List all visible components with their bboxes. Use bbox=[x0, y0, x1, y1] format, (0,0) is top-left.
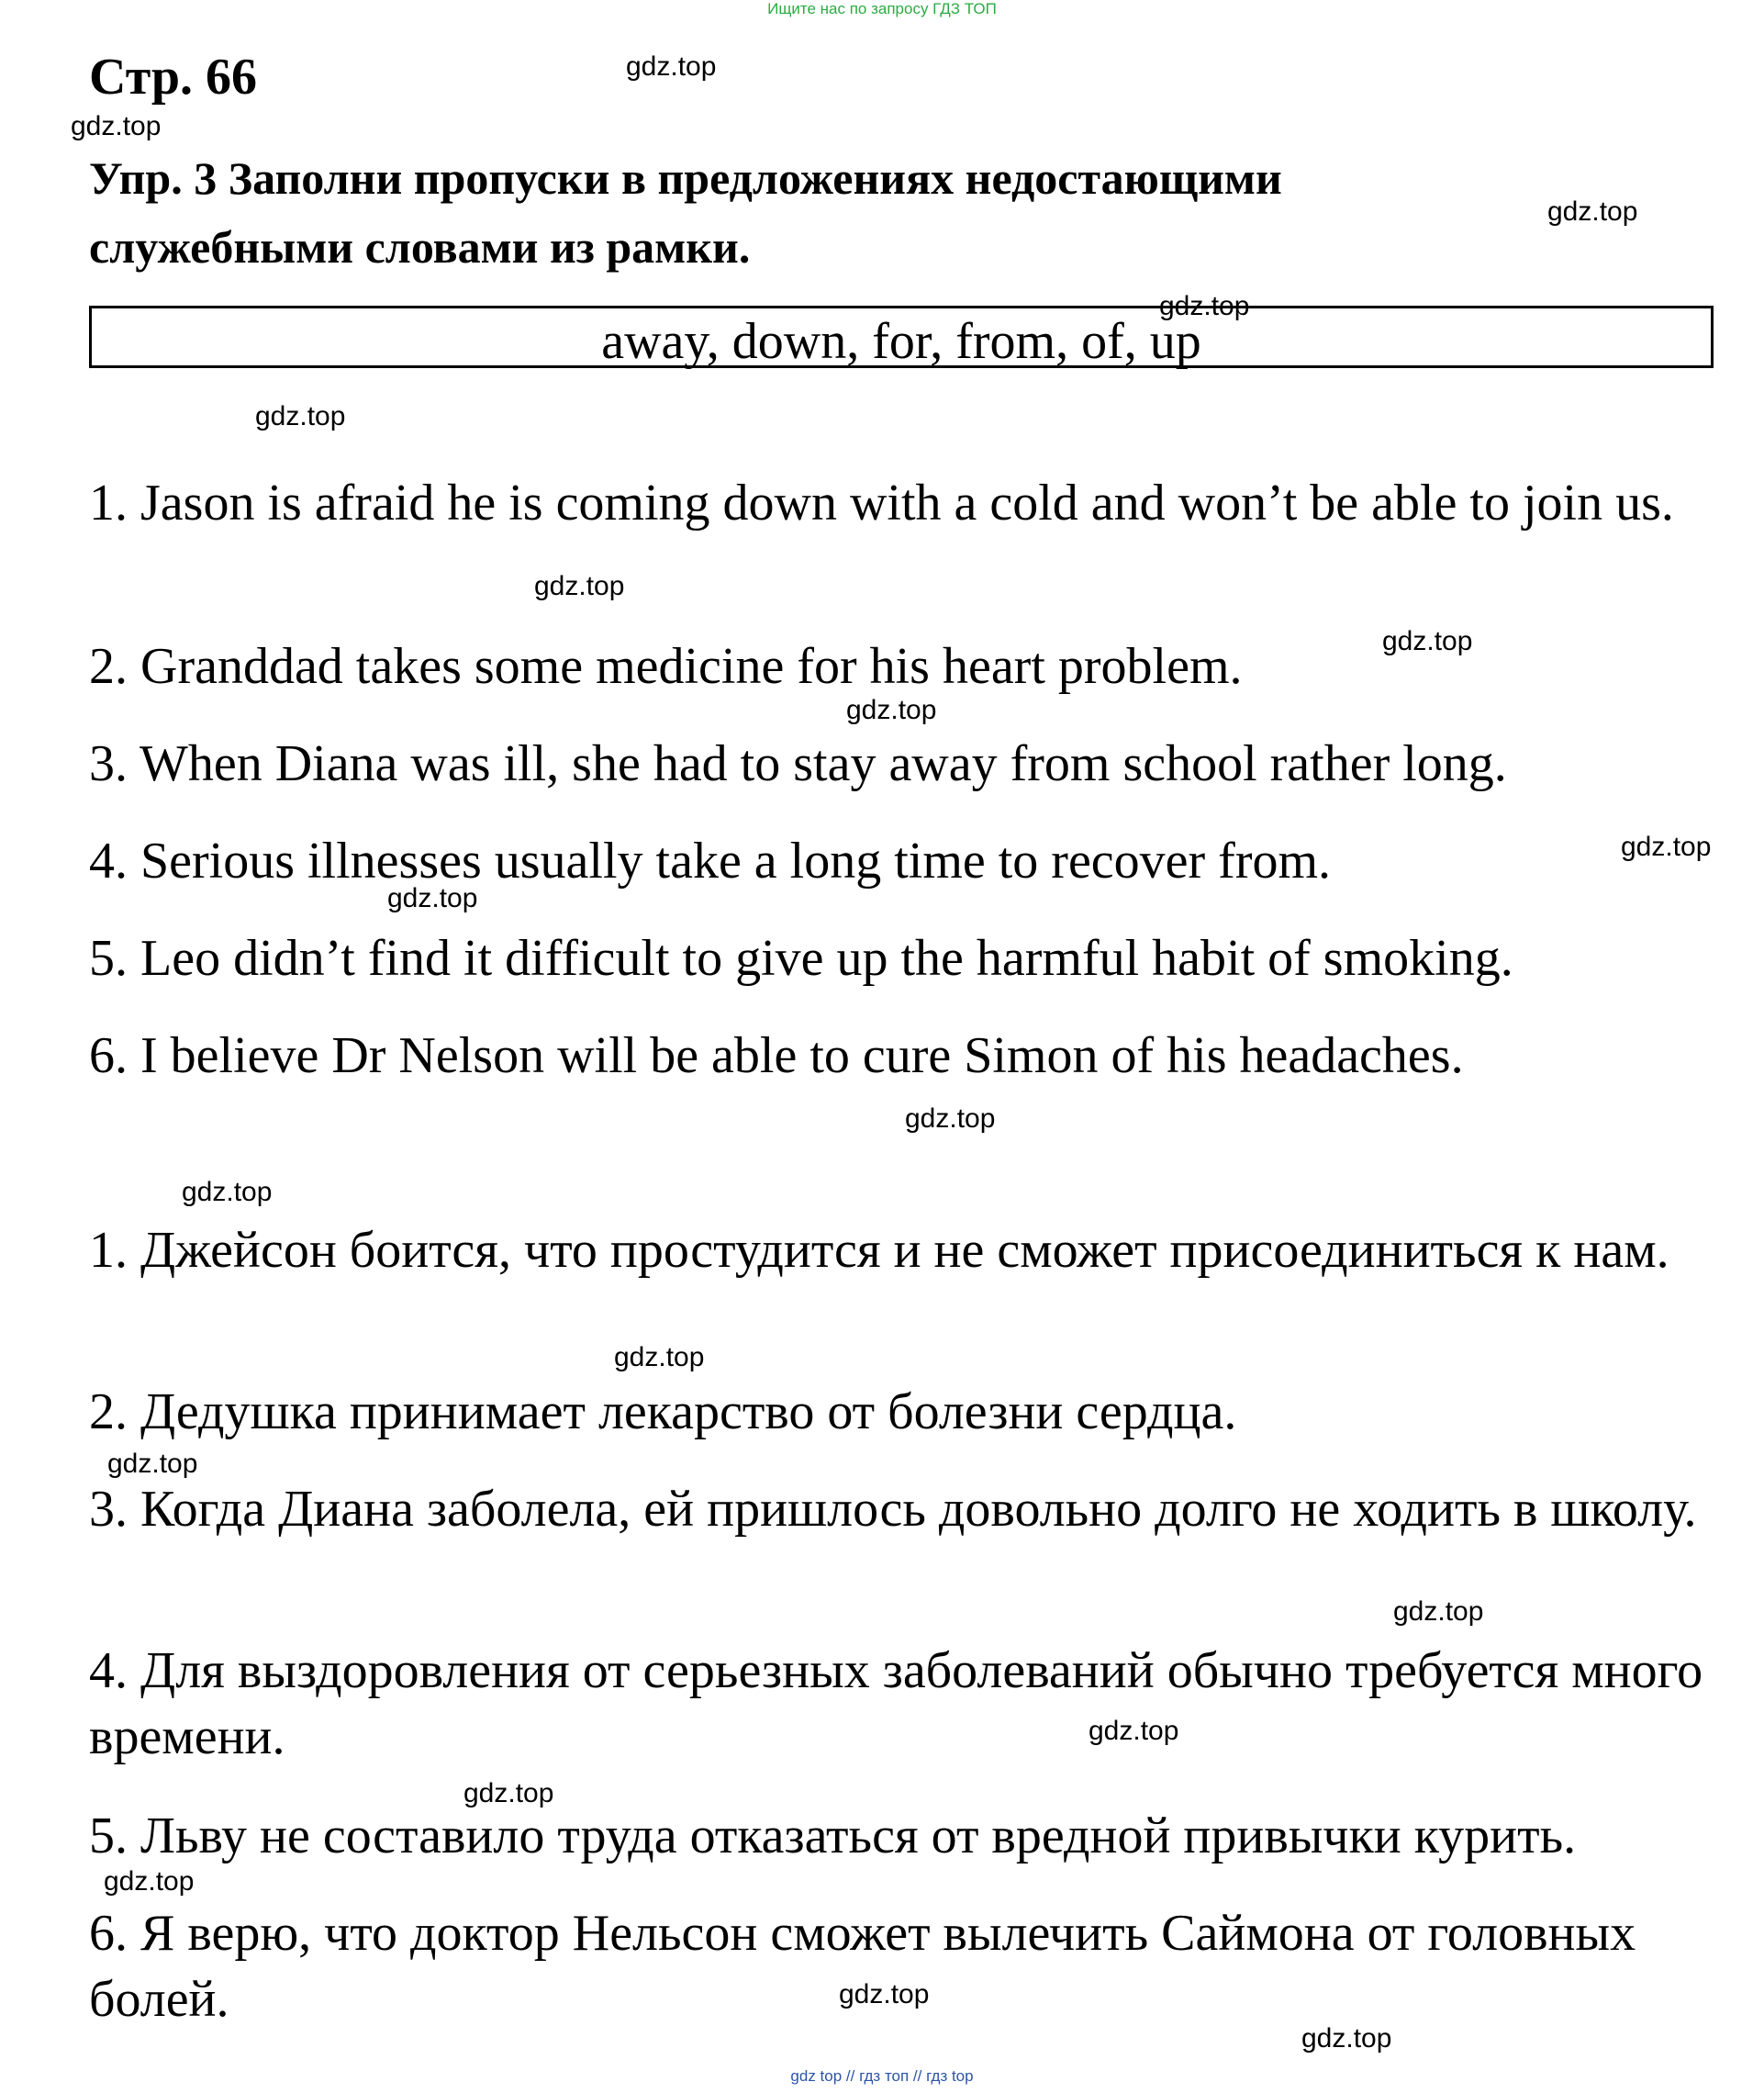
watermark: gdz.top bbox=[463, 1778, 554, 1808]
watermark: gdz.top bbox=[905, 1103, 996, 1134]
russian-sentence-3: 3. Когда Диана заболела, ей пришлось довольно долго не ходить в школу. bbox=[89, 1481, 1697, 1538]
watermark: gdz.top bbox=[626, 51, 717, 82]
page-title: Стр. 66 bbox=[89, 49, 258, 106]
watermark: gdz.top bbox=[1393, 1596, 1484, 1627]
watermark: gdz.top bbox=[1301, 2023, 1392, 2054]
russian-sentence-1: 1. Джейсон боится, что простудится и не сможет присоединиться к нам. bbox=[89, 1222, 1669, 1279]
watermark: gdz.top bbox=[614, 1342, 705, 1372]
watermark: gdz.top bbox=[1547, 196, 1638, 227]
english-sentence-6: 6. I believe Dr Nelson will be able to cure Simon of his headaches. bbox=[89, 1027, 1464, 1084]
russian-sentence-5: 5. Льву не составило труда отказаться от вредной привычки курить. bbox=[89, 1808, 1577, 1864]
english-sentence-1: 1. Jason is afraid he is coming down with a cold and won’t be able to join us. bbox=[89, 475, 1674, 532]
task-heading-line-1: Упр. 3 Заполни пропуски в предложениях недостающими bbox=[89, 152, 1282, 204]
watermark: gdz.top bbox=[107, 1449, 198, 1479]
watermark: gdz.top bbox=[182, 1177, 273, 1207]
english-sentence-2: 2. Granddad takes some medicine for his heart problem. bbox=[89, 638, 1243, 695]
top-banner-link[interactable]: Ищите нас по запросу ГДЗ ТОП bbox=[767, 0, 997, 17]
task-heading-line-2: служебными словами из рамки. bbox=[89, 221, 751, 273]
word-box: away, down, for, from, of, up bbox=[89, 306, 1714, 368]
watermark: gdz.top bbox=[1159, 291, 1250, 321]
watermark: gdz.top bbox=[71, 111, 162, 141]
watermark: gdz.top bbox=[1382, 626, 1473, 656]
task-heading bbox=[89, 144, 1282, 282]
watermark: gdz.top bbox=[846, 695, 937, 725]
watermark: gdz.top bbox=[839, 1979, 930, 2009]
watermark: gdz.top bbox=[255, 401, 346, 431]
footer-links[interactable]: gdz top // гдз топ // гдз top bbox=[790, 2067, 974, 2085]
russian-sentence-6: 6. Я верю, что доктор Нельсон сможет вылечить Саймона от головных болей. bbox=[89, 1905, 1636, 2028]
watermark: gdz.top bbox=[387, 883, 478, 913]
watermark: gdz.top bbox=[104, 1866, 195, 1897]
english-sentence-4: 4. Serious illnesses usually take a long time to recover from. bbox=[89, 833, 1332, 890]
watermark: gdz.top bbox=[1621, 832, 1712, 862]
russian-sentence-4: 4. Для выздоровления от серьезных заболеваний обычно требуется много времени. bbox=[89, 1642, 1703, 1765]
english-sentence-5: 5. Leo didn’t find it difficult to give up the harmful habit of smoking. bbox=[89, 930, 1513, 987]
watermark: gdz.top bbox=[534, 571, 625, 601]
english-sentence-3: 3. When Diana was ill, she had to stay away from school rather long. bbox=[89, 735, 1507, 792]
watermark: gdz.top bbox=[1089, 1716, 1179, 1746]
russian-sentence-2: 2. Дедушка принимает лекарство от болезни сердца. bbox=[89, 1383, 1237, 1440]
